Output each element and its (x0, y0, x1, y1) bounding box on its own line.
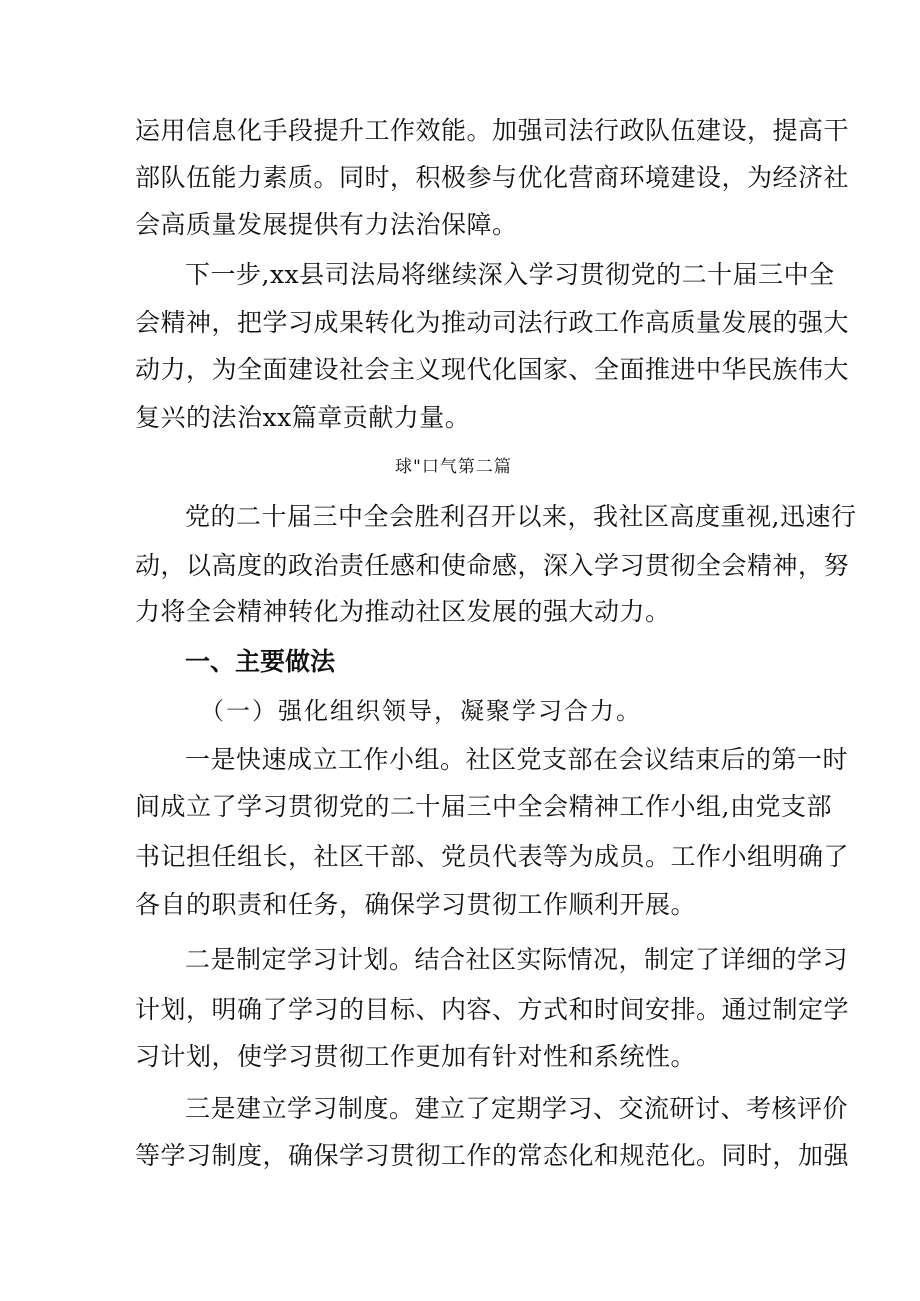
text-line: 动力，为全面建设社会主义现代化国家、全面推进中华民族伟大 (135, 355, 850, 384)
text-line: 力将全会精神转化为推动社区发展的强大动力。 (135, 597, 671, 626)
text-line: 运用信息化手段提升工作效能。加强司法行政队伍建设，提高干 (135, 116, 850, 145)
text-line: 会精神，把学习成果转化为推动司法行政工作高质量发展的强大 (135, 308, 850, 337)
text-line: 书记担任组长，社区干部、党员代表等为成员。工作小组明确了 (135, 842, 850, 871)
section-heading: 一、主要做法 (185, 647, 336, 676)
text-line: 动，以高度的政治责任感和使命感，深入学习贯彻全会精神，努 (135, 551, 850, 580)
text-line: 复兴的法治xx篇章贡献力量。 (135, 403, 471, 432)
text-line: 二是制定学习计划。结合社区实际情况，制定了详细的学习 (185, 945, 849, 974)
text-line: 等学习制度，确保学习贯彻工作的常态化和规范化。同时，加强 (135, 1141, 850, 1170)
subsection-heading: （一）强化组织领导，凝聚学习合力。 (200, 697, 642, 725)
text-line: 各自的职责和任务，确保学习贯彻工作顺利开展。 (135, 890, 697, 919)
text-line: 计划，明确了学习的目标、内容、方式和时间安排。通过制定学 (135, 995, 850, 1024)
text-line: 三是建立学习制度。建立了定期学习、交流研讨、考核评价 (185, 1094, 849, 1123)
text-line: 部队伍能力素质。同时，积极参与优化营商环境建设，为经济社 (135, 163, 850, 192)
section-title: 球"口气第二篇 (395, 457, 512, 477)
text-line: 下一步,xx县司法局将继续深入学习贯彻党的二十届三中全 (185, 260, 835, 289)
text-line: 一是快速成立工作小组。社区党支部在会议结束后的第一时 (185, 745, 849, 774)
text-line: 间成立了学习贯彻党的二十届三中全会精神工作小组,由党支部 (135, 792, 832, 821)
text-line: 党的二十届三中全会胜利召开以来，我社区高度重视,迅速行 (185, 502, 857, 531)
text-line: 习计划，使学习贯彻工作更加有针对性和系统性。 (135, 1042, 697, 1071)
text-line: 会高质量发展提供有力法治保障。 (135, 210, 518, 239)
